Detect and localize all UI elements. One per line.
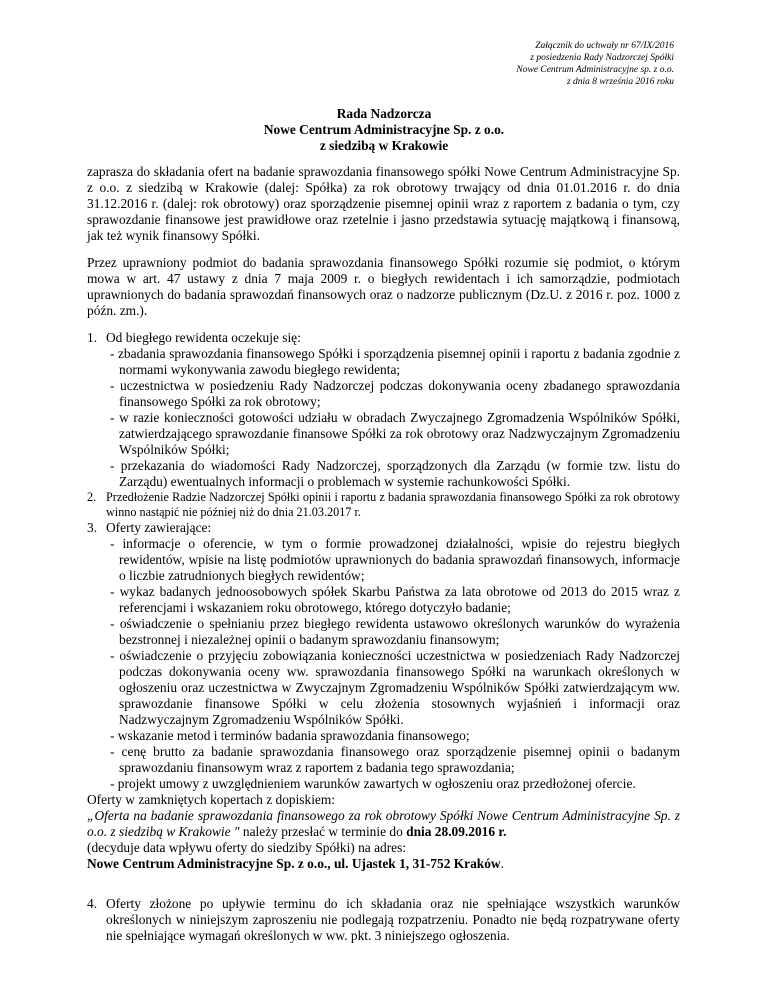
address-end: . — [500, 856, 504, 871]
list-item-text: Oferty złożone po upływie terminu do ich składania oraz nie spełniające wszystkich warunków określonych w niniejszym zaproszeniu nie podlegają rozpatrzeniu. Ponadto nie będą rozpatrywane oferty nie spełniające wymagań określonych w ww. pkt. 3 niniejszego ogłoszenia. — [106, 896, 680, 943]
document-body — [87, 164, 680, 944]
envelope-caption: „Oferta na badanie sprawozdania finansowego za rok obrotowy Spółki Nowe Centrum Administracyjne Sp. z o.o. z siedzibą w Krakowie " — [87, 808, 680, 839]
sub-item: - zbadania sprawozdania finansowego Spółki i sporządzenia pisemnej opinii i raportu z badania zgodnie z normami wykonywania zawodu biegłego rewidenta; — [110, 346, 680, 377]
deadline-date: dnia 28.09.2016 r. — [406, 824, 507, 839]
list-item — [87, 330, 680, 490]
sub-item: - wskazanie metod i terminów badania sprawozdania finansowego; — [110, 728, 470, 743]
sub-item: - projekt umowy z uwzględnieniem warunków zawartych w ogłoszeniu oraz przedłożonej ofercie. — [110, 776, 636, 791]
list-item-text: Od biegłego rewidenta oczekuje się: — [106, 330, 301, 345]
sub-item: - cenę brutto za badanie sprawozdania finansowego oraz sporządzenie pisemnej opinii o badanym sprawozdaniu finansowym wraz z raportem z badania tego sprawozdania; — [110, 744, 680, 775]
attachment-line-2: z posiedzenia Rady Nadzorczej Spółki — [530, 53, 674, 63]
deadline-text: należy przesłać w terminie do — [239, 824, 407, 839]
heading-line-2: Nowe Centrum Administracyjne Sp. z o.o. — [263, 122, 505, 137]
list-item-4 — [87, 896, 680, 944]
sub-item: - uczestnictwa w posiedzeniu Rady Nadzorczej podczas dokonywania oceny zbadanego sprawozdania finansowego Spółki za rok obrotowy; — [110, 378, 680, 409]
heading-line-1: Rada Nadzorcza — [336, 106, 432, 121]
sub-item: - informacje o oferencie, w tym o formie prowadzonej działalności, wpisie do rejestru biegłych rewidentów, wpisie na listę podmiotów uprawnionych do badania sprawozdań finansowych, informacje o liczbie zatrudnionych biegłych rewidentów; — [110, 536, 680, 583]
envelope-intro: Oferty w zamkniętych kopertach z dopiskiem: — [87, 792, 336, 807]
document-heading — [0, 106, 768, 154]
definition-paragraph: Przez uprawniony podmiot do badania sprawozdania finansowego Spółki rozumie się podmiot, o którym mowa w art. 47 ustawy z dnia 7 maja 2009 r. o biegłych rewidentach i ich samorządzie, podmiotach uprawnionych do badania sprawozdań finansowych oraz o nadzorze publicznym (Dz.U. z 2016 r. poz. 1000 z późn. zm.). — [87, 255, 680, 318]
sub-item: - oświadczenie o przyjęciu zobowiązania konieczności uczestnictwa w posiedzeniach Rady Nadzorczej podczas dokonywania oceny ww. sprawozdania finansowego Spółki na warunkach określonych w ogłoszeniu oraz uczestnictwa w Zwyczajnym Zgromadzeniu Wspólników Spółki zatwierdzającym ww. sprawozdanie finansowe Spółki w celu złożenia stosownych wyjaśnień i informacji oraz Nadzwyczajnym Zgromadzeniu Wspólników Spółki. — [110, 648, 680, 727]
sub-item: - przekazania do wiadomości Rady Nadzorczej, sporządzonych dla Zarządu (w formie tzw. listu do Zarządu) ewentualnych informacji o problemach w systemie rachunkowości Spółki. — [110, 458, 680, 489]
attachment-line-4: z dnia 8 września 2016 roku — [566, 77, 674, 87]
list-item-number: 1. — [87, 330, 98, 345]
delivery-address: Nowe Centrum Administracyjne Sp. z o.o., ul. Ujastek 1, 31-752 Kraków — [87, 856, 501, 871]
requirements-list — [87, 330, 680, 792]
list-item — [87, 490, 680, 520]
sub-item: - w razie konieczności gotowości udziału w obradach Zwyczajnego Zgromadzenia Wspólników Spółki, zatwierdzającego sprawozdanie finansowe Spółki za rok obrotowy oraz Nadzwyczajnym Zgromadzeniu Wspólników Spółki; — [110, 410, 680, 457]
list-item-number: 3. — [87, 520, 98, 535]
list-item-number: 4. — [87, 896, 98, 911]
attachment-line-1: Załącznik do uchwały nr 67/IX/2016 — [535, 41, 674, 51]
attachment-note — [414, 40, 674, 88]
heading-line-3: z siedzibą w Krakowie — [319, 138, 449, 153]
address-line — [87, 856, 680, 872]
list-item-text: Przedłożenie Radzie Nadzorczej Spółki opinii i raportu z badania sprawozdania finansowego Spółki za rok obrotowy winno nastąpić nie później niż do dnia 21.03.2017 r. — [106, 490, 680, 519]
list-item — [87, 520, 680, 792]
envelope-instructions — [87, 808, 680, 840]
attachment-line-3: Nowe Centrum Administracyjne sp. z o.o. — [516, 65, 674, 75]
envelope-note: (decyduje data wpływu oferty do siedziby Spółki) na adres: — [87, 840, 407, 855]
sub-item: - wykaz badanych jednoosobowych spółek Skarbu Państwa za lata obrotowe od 2013 do 2015 wraz z referencjami i wskazaniem roku obrotowego, którego dotyczyło badanie; — [110, 584, 680, 615]
sub-item: - oświadczenie o spełnianiu przez biegłego rewidenta ustawowo określonych warunków do wyrażenia bezstronnej i niezależnej opinii o badanym sprawozdaniu finansowym; — [110, 616, 680, 647]
list-item-text: Oferty zawierające: — [106, 520, 212, 535]
intro-paragraph: zaprasza do składania ofert na badanie sprawozdania finansowego spółki Nowe Centrum Administracyjne Sp. z o.o. z siedzibą w Krakowie (dalej: Spółka) za rok obrotowy trwający od dnia 01.01.2016 r. do dnia 31.12.2016 r. (dalej: rok obrotowy) oraz sporządzenie pisemnej opinii wraz z raportem z badania o tym, czy sprawozdanie finansowe jest prawidłowe oraz rzetelnie i jasno przedstawia sytuację majątkową i finansową, jak też wynik finansowy Spółki. — [87, 164, 680, 243]
list-item-number: 2. — [87, 490, 97, 504]
